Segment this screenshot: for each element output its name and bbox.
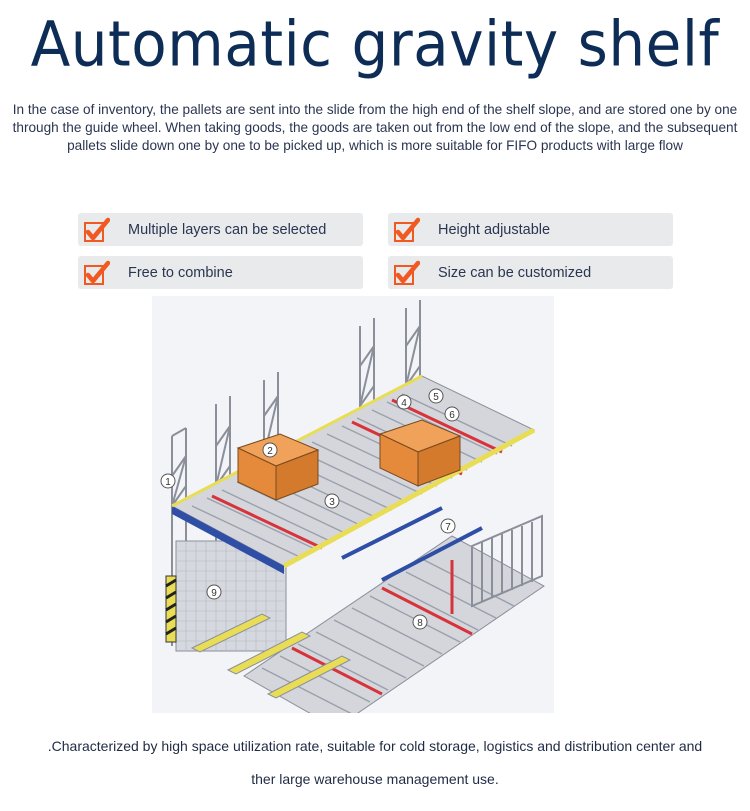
gravity-shelf-illustration bbox=[152, 296, 554, 713]
callout-9: 9 bbox=[211, 588, 217, 599]
feature-label: Free to combine bbox=[128, 264, 233, 281]
check-icon bbox=[82, 216, 110, 244]
callout-5: 5 bbox=[433, 392, 439, 403]
footer-line-2: ther large warehouse management use. bbox=[251, 771, 499, 787]
page-title: Automatic gravity shelf bbox=[30, 7, 720, 81]
feature-height-adjustable bbox=[388, 213, 673, 246]
callout-8: 8 bbox=[417, 618, 423, 629]
check-icon bbox=[392, 216, 420, 244]
feature-label: Size can be customized bbox=[438, 264, 592, 281]
check-icon bbox=[392, 259, 420, 287]
callout-2: 2 bbox=[267, 446, 273, 457]
footer-line-1: .Characterized by high space utilization rate, suitable for cold storage, logistics and distribution center and bbox=[47, 738, 703, 754]
intro-paragraph: In the case of inventory, the pallets are sent into the slide from the high end of the shelf slope, and are stored one by one through the guide wheel. When taking goods, the goods are taken out from the low end of the slope, and the subsequent pallets slide down one by one to be picked up, which is more suitable for FIFO products with large flow bbox=[12, 102, 738, 153]
feature-label: Multiple layers can be selected bbox=[128, 221, 327, 238]
check-icon bbox=[82, 259, 110, 287]
callout-6: 6 bbox=[449, 410, 455, 421]
callout-7: 7 bbox=[445, 522, 451, 533]
feature-label: Height adjustable bbox=[438, 221, 551, 238]
callout-4: 4 bbox=[401, 398, 407, 409]
callout-1: 1 bbox=[165, 477, 171, 488]
feature-multiple-layers bbox=[78, 213, 363, 246]
callout-3: 3 bbox=[329, 497, 335, 508]
feature-size-customized bbox=[388, 256, 673, 289]
feature-free-to-combine bbox=[78, 256, 363, 289]
